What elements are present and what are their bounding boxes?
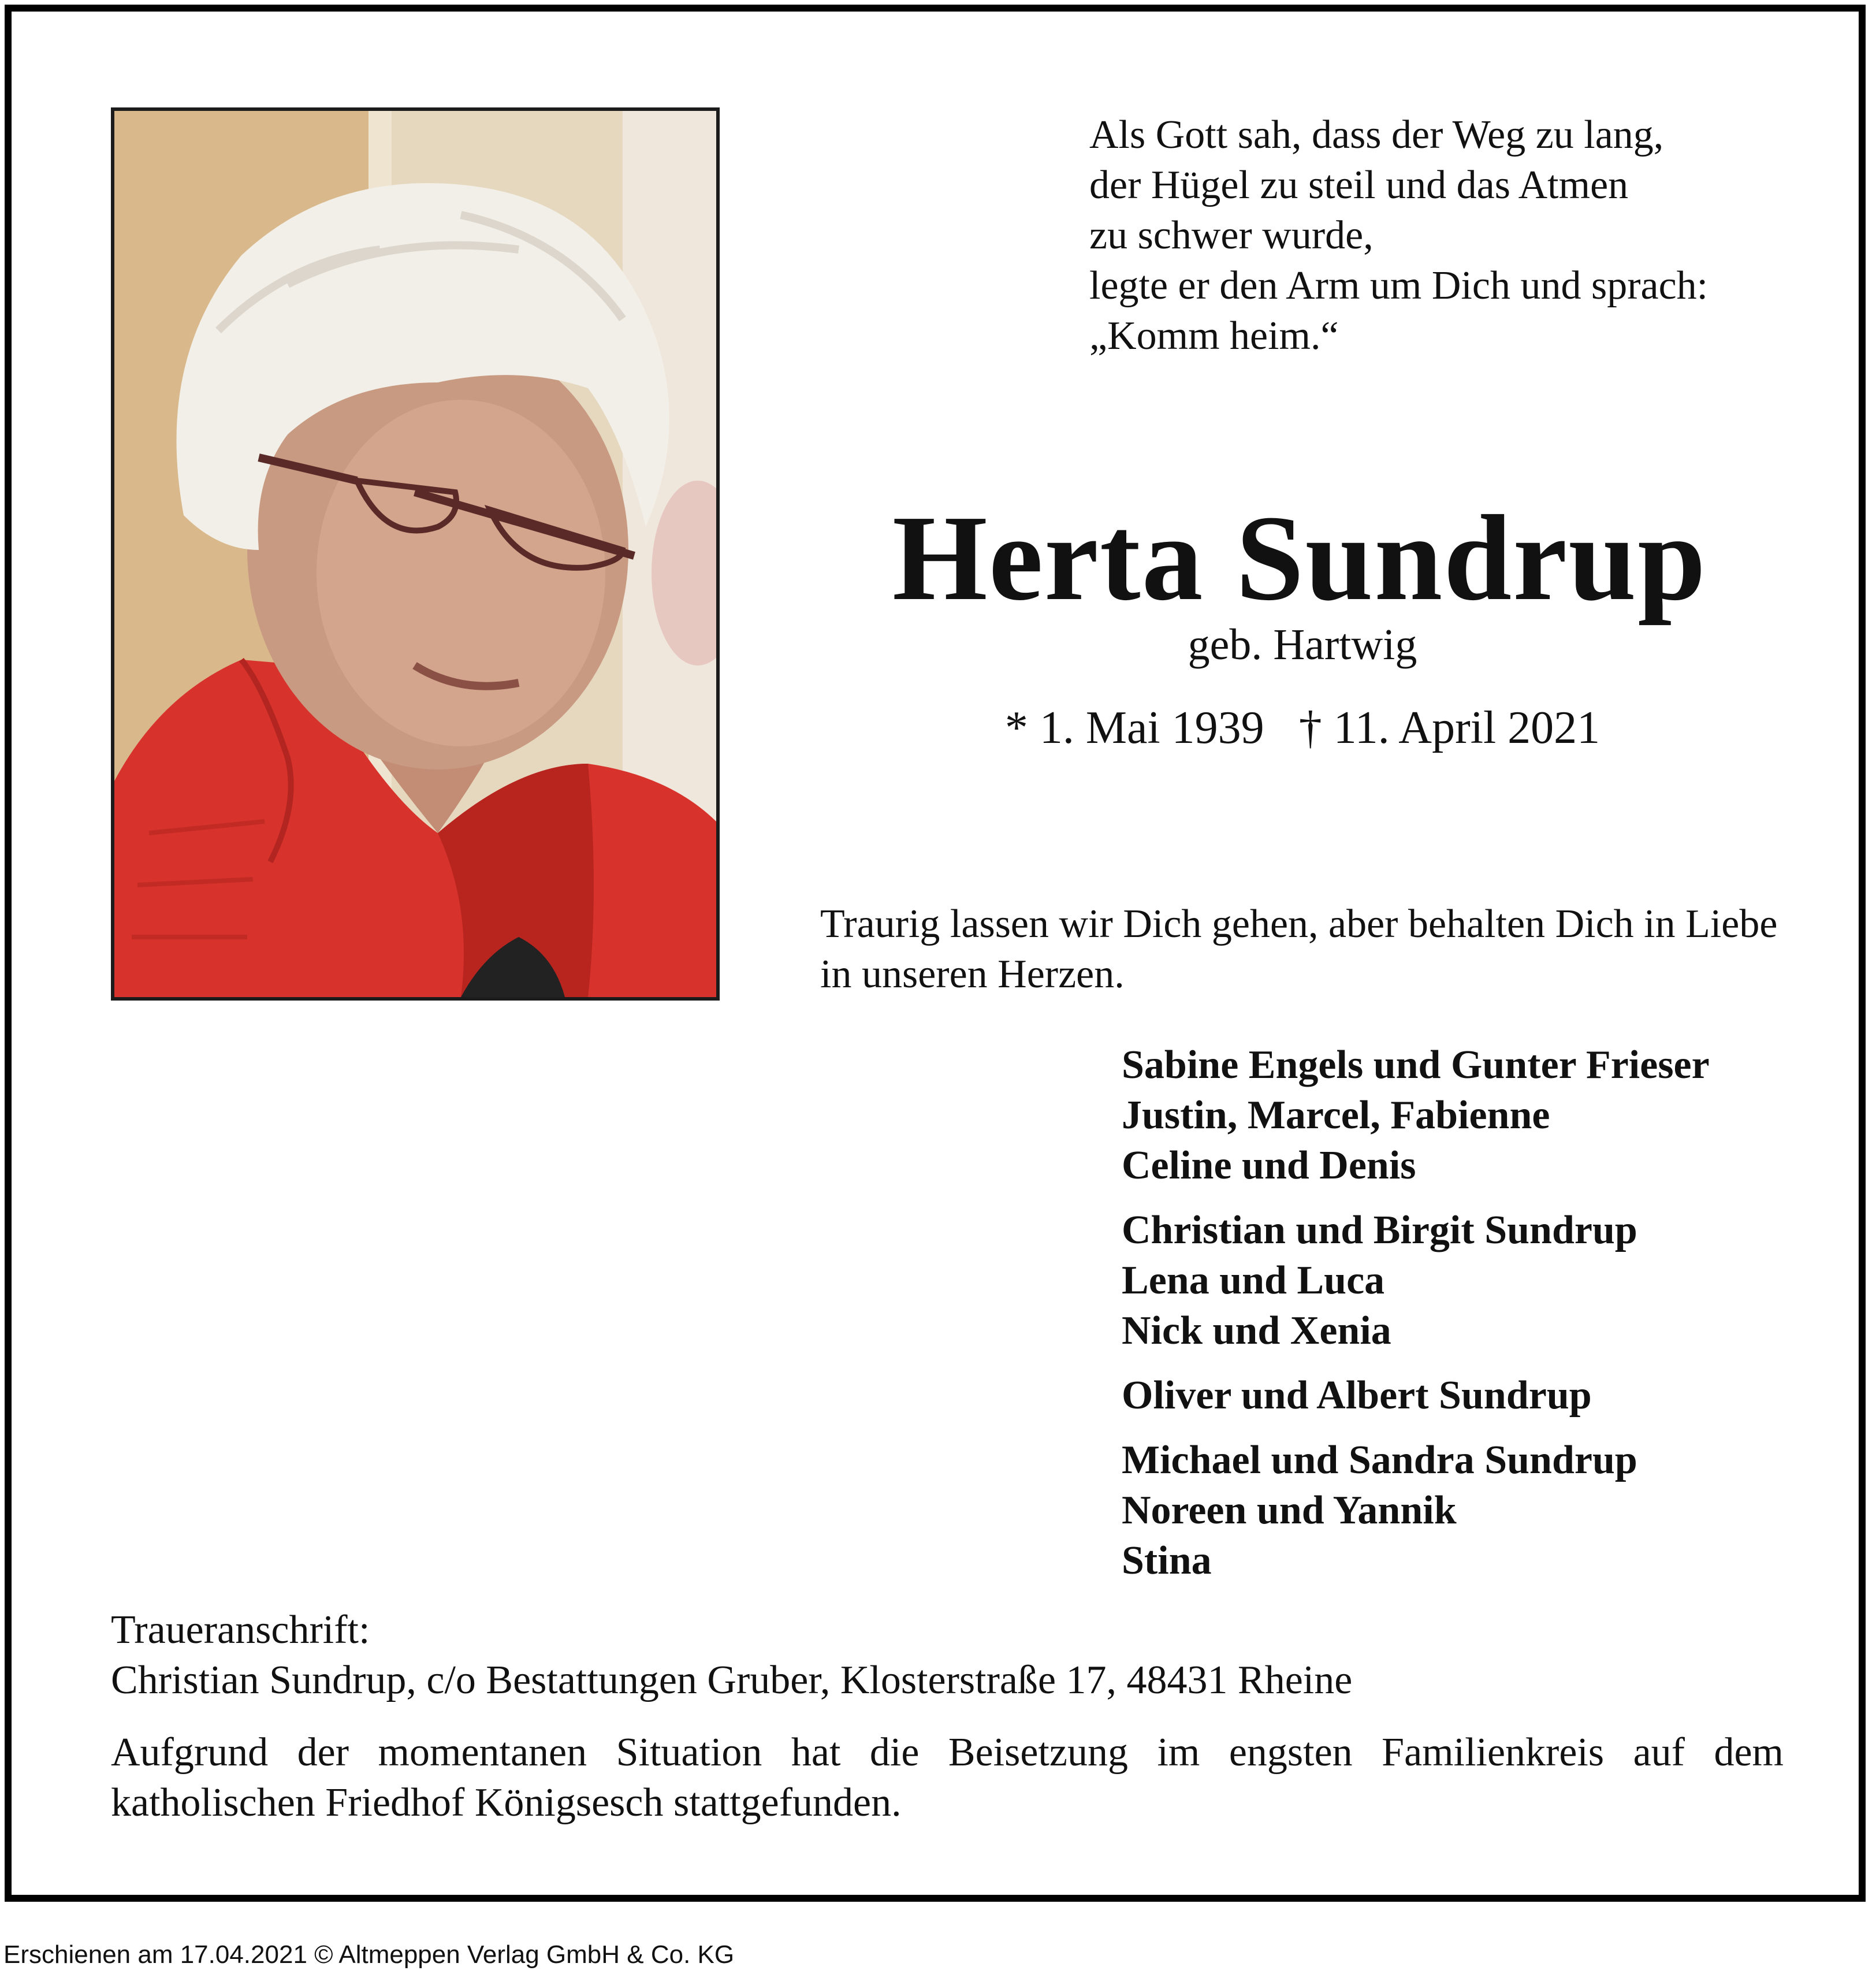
family-line: Christian und Birgit Sundrup xyxy=(1122,1208,1637,1252)
family-group xyxy=(1122,1370,1844,1421)
mourning-text: Traurig lassen wir Dich gehen, aber behalten Dich in Liebe in unseren Herzen. xyxy=(820,902,1778,997)
family-line: Oliver und Albert Sundrup xyxy=(1122,1373,1592,1418)
family-line: Nick und Xenia xyxy=(1122,1308,1391,1353)
maiden-name: geb. Hartwig xyxy=(1188,620,1417,669)
address-value: Christian Sundrup, c/o Bestattungen Gruber, Klosterstraße 17, 48431 Rheine xyxy=(111,1658,1353,1702)
poem-line: der Hügel zu steil und das Atmen xyxy=(1089,163,1629,207)
death-date: † 11. April 2021 xyxy=(1298,702,1600,753)
poem-line: „Komm heim.“ xyxy=(1089,314,1339,358)
family-line: Michael und Sandra Sundrup xyxy=(1122,1438,1637,1482)
family-group xyxy=(1122,1040,1844,1191)
family-group xyxy=(1122,1205,1844,1356)
life-dates xyxy=(913,699,1692,757)
address-label: Traueranschrift: xyxy=(111,1608,370,1652)
deceased-name: Herta Sundrup xyxy=(892,490,1707,626)
family-line: Lena und Luca xyxy=(1122,1258,1385,1303)
family-list xyxy=(1122,1040,1844,1600)
poem-line: zu schwer wurde, xyxy=(1089,213,1374,258)
birth-date: * 1. Mai 1939 xyxy=(1004,702,1264,753)
family-line: Justin, Marcel, Fabienne xyxy=(1122,1093,1550,1137)
poem-line: legte er den Arm um Dich und sprach: xyxy=(1089,263,1708,308)
publication-footer: Erschienen am 17.04.2021 © Altmeppen Verlag GmbH & Co. KG xyxy=(3,1940,735,1969)
obituary-frame xyxy=(5,5,1866,1902)
family-group xyxy=(1122,1435,1844,1586)
portrait-photo xyxy=(111,107,720,1001)
memorial-poem xyxy=(1089,110,1840,361)
family-line: Celine und Denis xyxy=(1122,1143,1416,1188)
burial-note: Aufgrund der momentanen Situation hat die Beisetzung im engsten Familienkreis auf dem katholischen Friedhof Königsesch stattgefunden. xyxy=(111,1730,1784,1825)
mourning-address xyxy=(111,1605,1786,1705)
family-line: Noreen und Yannik xyxy=(1122,1488,1457,1533)
poem-line: Als Gott sah, dass der Weg zu lang, xyxy=(1089,113,1664,157)
family-line: Sabine Engels und Gunter Frieser xyxy=(1122,1043,1710,1087)
family-line: Stina xyxy=(1122,1538,1212,1583)
